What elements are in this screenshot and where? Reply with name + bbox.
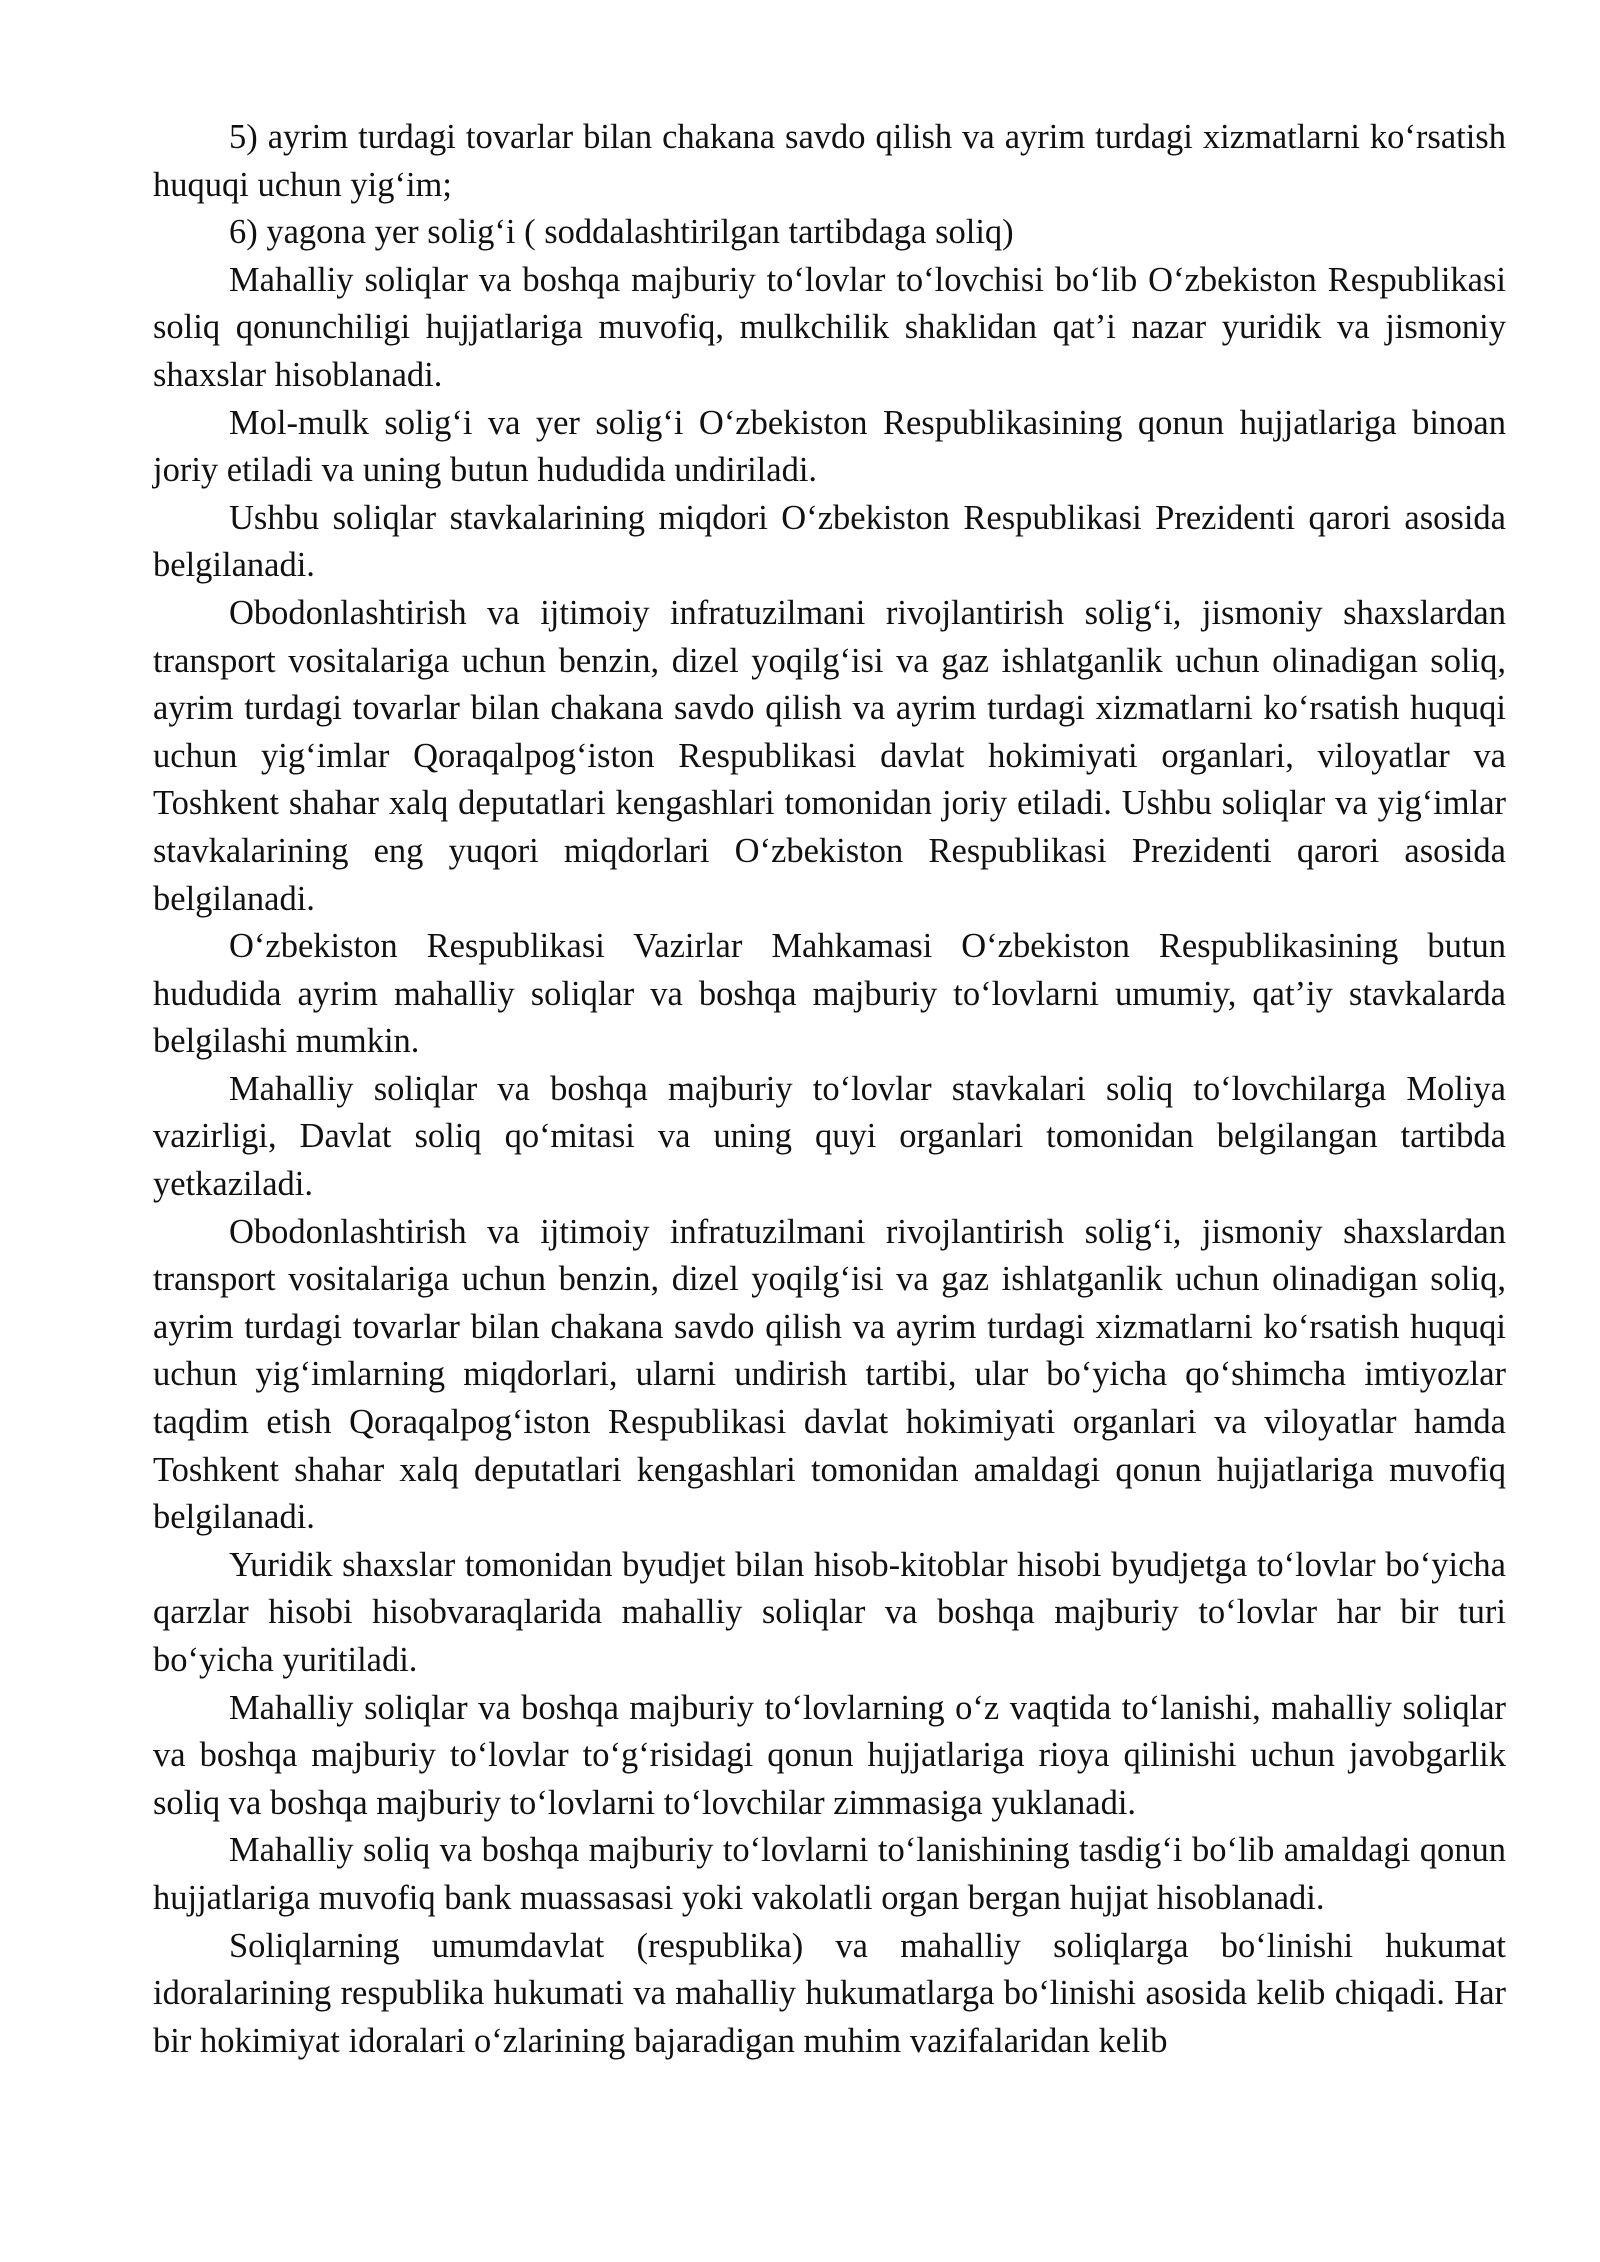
paragraph: Soliqlarning umumdavlat (respublika) va mahalliy soliqlarga bo‘linishi hukumat idoralarining respublika hukumati va mahalliy hukumatlarga bo‘linishi asosida kelib chiqadi. Har bir hokimiyat idoralari o‘zlarining bajaradigan muhim vazifalaridan kelib: [153, 1926, 1506, 2060]
paragraph: Obodonlashtirish va ijtimoiy infratuzilmani rivojlantirish solig‘i, jismoniy shaxslardan transport vositalariga uchun benzin, dizel yoqilg‘isi va gaz ishlatganlik uchun olinadigan soliq, ayrim turdagi tovarlar bilan chakana savdo qilish va ayrim turdagi xizmatlarni ko‘rsatish huquqi uchun yig‘imlar Qoraqalpog‘iston Respublikasi davlat hokimiyati organlari, viloyatlar va Toshkent shahar xalq deputatlari kengashlari tomonidan joriy etiladi. Ushbu soliqlar va yig‘imlar stavkalarining eng yuqori miqdorlari O‘zbekiston Respublikasi Prezidenti qarori asosida belgilanadi.: [153, 593, 1506, 918]
paragraph: Mahalliy soliqlar va boshqa majburiy to‘lovlarning o‘z vaqtida to‘lanishi, mahalliy soliqlar va boshqa majburiy to‘lovlar to‘g‘risidagi qonun hujjatlariga rioya qilinishi uchun javobgarlik soliq va boshqa majburiy to‘lovlarni to‘lovchilar zimmasiga yuklanadi.: [153, 1688, 1506, 1822]
paragraph: Mol-mulk solig‘i va yer solig‘i O‘zbekiston Respublikasining qonun hujjatlariga binoan joriy etiladi va uning butun hududida undiriladi.: [153, 403, 1506, 490]
paragraph: Mahalliy soliqlar va boshqa majburiy to‘lovlar stavkalari soliq to‘lovchilarga Moliya vazirligi, Davlat soliq qo‘mitasi va uning quyi organlari tomonidan belgilangan tartibda yetkaziladi.: [153, 1069, 1506, 1204]
paragraph: Yuridik shaxslar tomonidan byudjet bilan hisob-kitoblar hisobi byudjetga to‘lovlar bo‘yicha qarzlar hisobi hisobvaraqlarida mahalliy soliqlar va boshqa majburiy to‘lovlar har bir turi bo‘yicha yuritiladi.: [153, 1545, 1506, 1679]
paragraph: Mahalliy soliqlar va boshqa majburiy to‘lovlar to‘lovchisi bo‘lib O‘zbekiston Respublikasi soliq qonunchiligi hujjatlariga muvofiq, mulkchilik shaklidan qat’i nazar yuridik va jismoniy shaxslar hisoblanadi.: [153, 260, 1506, 394]
paragraph: Obodonlashtirish va ijtimoiy infratuzilmani rivojlantirish solig‘i, jismoniy shaxslardan transport vositalariga uchun benzin, dizel yoqilg‘isi va gaz ishlatganlik uchun olinadigan soliq, ayrim turdagi tovarlar bilan chakana savdo qilish va ayrim turdagi xizmatlarni ko‘rsatish huquqi uchun yig‘imlarning miqdorlari, ularni undirish tartibi, ular bo‘yicha qo‘shimcha imtiyozlar taqdim etish Qoraqalpog‘iston Respublikasi davlat hokimiyati organlari va viloyatlar hamda Toshkent shahar xalq deputatlari kengashlari tomonidan amaldagi qonun hujjatlariga muvofiq belgilanadi.: [153, 1212, 1506, 1537]
paragraph: 6) yagona yer solig‘i ( soddalashtirilgan tartibdaga soliq): [229, 213, 1014, 252]
paragraph: Ushbu soliqlar stavkalarining miqdori O‘zbekiston Respublikasi Prezidenti qarori asosida belgilanadi.: [153, 498, 1506, 585]
paragraph: Mahalliy soliq va boshqa majburiy to‘lovlarni to‘lanishining tasdig‘i bo‘lib amaldagi qonun hujjatlariga muvofiq bank muassasasi yoki vakolatli organ bergan hujjat hisoblanadi.: [153, 1831, 1506, 1917]
document-page: [153, 114, 1506, 2065]
paragraph: 5) ayrim turdagi tovarlar bilan chakana savdo qilish va ayrim turdagi xizmatlarni ko‘rsatish huquqi uchun yig‘im;: [153, 118, 1506, 204]
paragraph: O‘zbekiston Respublikasi Vazirlar Mahkamasi O‘zbekiston Respublikasining butun hududida ayrim mahalliy soliqlar va boshqa majburiy to‘lovlarni umumiy, qat’iy stavkalarda belgilashi mumkin.: [153, 927, 1506, 1061]
